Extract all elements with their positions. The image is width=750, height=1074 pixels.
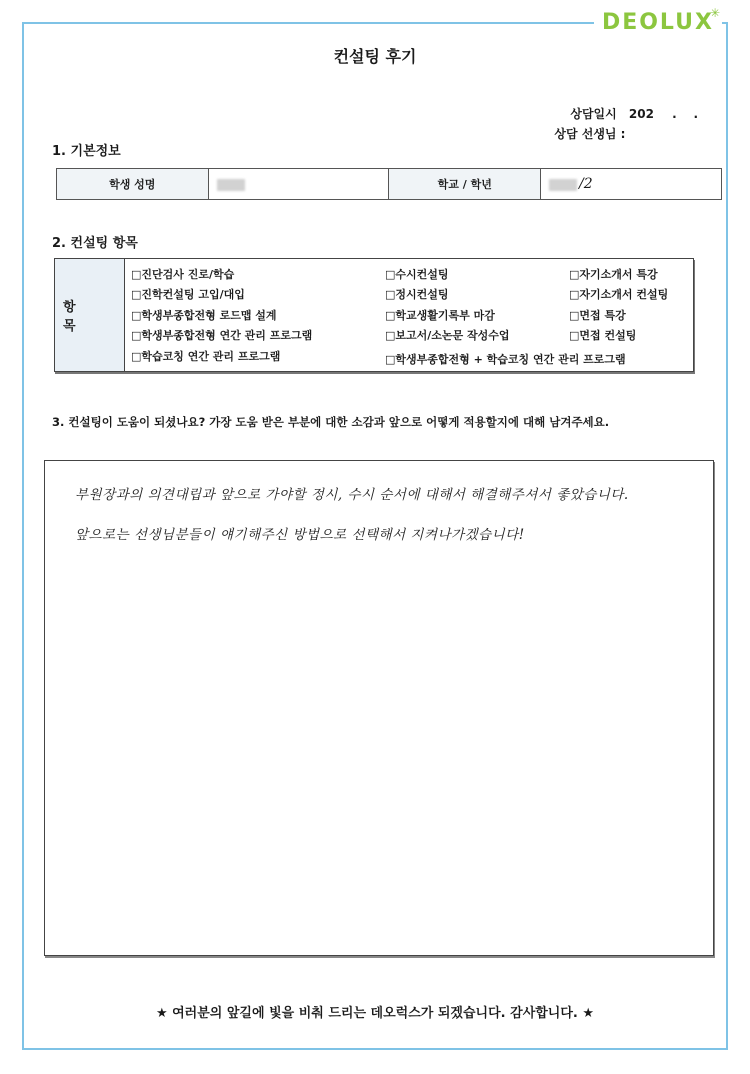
consult-date-label: 상담일시 bbox=[570, 107, 617, 121]
redacted-school bbox=[549, 179, 577, 191]
answer-line: 부원장과의 의견대립과 앞으로 가야할 정시, 수시 순서에 대해서 해결해주셔서 좋았습니다. bbox=[75, 487, 629, 503]
list-item[interactable]: □진학컨설팅 고입/대입 bbox=[131, 288, 245, 302]
list-item[interactable]: □정시컨설팅 bbox=[385, 288, 449, 302]
consult-date-value: 202 bbox=[628, 107, 654, 121]
list-item[interactable]: □학생부종합전형 연간 관리 프로그램 bbox=[131, 329, 313, 343]
teacher-row bbox=[554, 124, 698, 144]
basic-info-table bbox=[56, 168, 722, 200]
list-item[interactable]: □진단검사 진로/학습 bbox=[131, 268, 235, 281]
list-item[interactable]: □학생부종합전형 로드맵 설계 bbox=[131, 308, 277, 322]
page-title: 컨설팅 후기 bbox=[333, 47, 417, 66]
items-column-2 bbox=[385, 265, 510, 347]
answer-box[interactable] bbox=[44, 460, 714, 956]
student-name-value bbox=[208, 169, 389, 200]
list-item[interactable]: □보고서/소논문 작성수업 bbox=[385, 329, 510, 343]
section2-heading: 2. 컨설팅 항목 bbox=[52, 236, 138, 251]
consult-date-dots: . . bbox=[672, 107, 698, 121]
logo-text: DEOLUX bbox=[601, 10, 714, 35]
list-item[interactable]: □학생부종합전형 + 학습코칭 연간 관리 프로그램 bbox=[385, 353, 626, 366]
list-item[interactable]: □학습코칭 연간 관리 프로그램 bbox=[131, 349, 281, 363]
table-row bbox=[57, 169, 722, 200]
sparkle-icon: ✳ bbox=[709, 6, 722, 20]
items-column-1 bbox=[131, 265, 312, 367]
items-combo bbox=[385, 350, 626, 370]
consulting-items-box bbox=[54, 258, 694, 372]
list-item[interactable]: □면접 컨설팅 bbox=[569, 329, 637, 343]
footer-message: ★ 여러분의 앞길에 빛을 비춰 드리는 데오럭스가 되겠습니다. 감사합니다. ★ bbox=[155, 1006, 595, 1021]
consult-date-row bbox=[554, 104, 698, 124]
list-item[interactable]: □수시컨설팅 bbox=[385, 268, 449, 281]
answer-line: 앞으로는 선생님분들이 얘기해주신 방법으로 선택해서 지켜나가겠습니다! bbox=[75, 527, 525, 543]
items-head-label: 항 목 bbox=[55, 259, 125, 371]
teacher-label: 상담 선생님 : bbox=[554, 127, 626, 141]
redacted-name bbox=[217, 179, 245, 191]
list-item[interactable]: □자기소개서 특강 bbox=[569, 268, 658, 281]
list-item[interactable]: □면접 특강 bbox=[569, 308, 626, 322]
section1-heading: 1. 기본정보 bbox=[52, 144, 121, 159]
student-name-label: 학생 성명 bbox=[57, 169, 209, 200]
school-grade-label: 학교 / 학년 bbox=[389, 169, 541, 200]
section3-question: 3. 컨설팅이 도움이 되셨나요? 가장 도움 받은 부분에 대한 소감과 앞으로 어떻게 적용할지에 대해 남겨주세요. bbox=[52, 415, 610, 429]
grade-value: /2 bbox=[579, 176, 593, 192]
list-item[interactable]: □학교생활기록부 마감 bbox=[385, 308, 495, 322]
consult-meta bbox=[554, 104, 698, 144]
list-item[interactable]: □자기소개서 컨설팅 bbox=[569, 288, 669, 302]
items-column-3 bbox=[569, 265, 668, 347]
school-grade-value bbox=[541, 169, 722, 200]
deolux-logo bbox=[594, 6, 722, 35]
